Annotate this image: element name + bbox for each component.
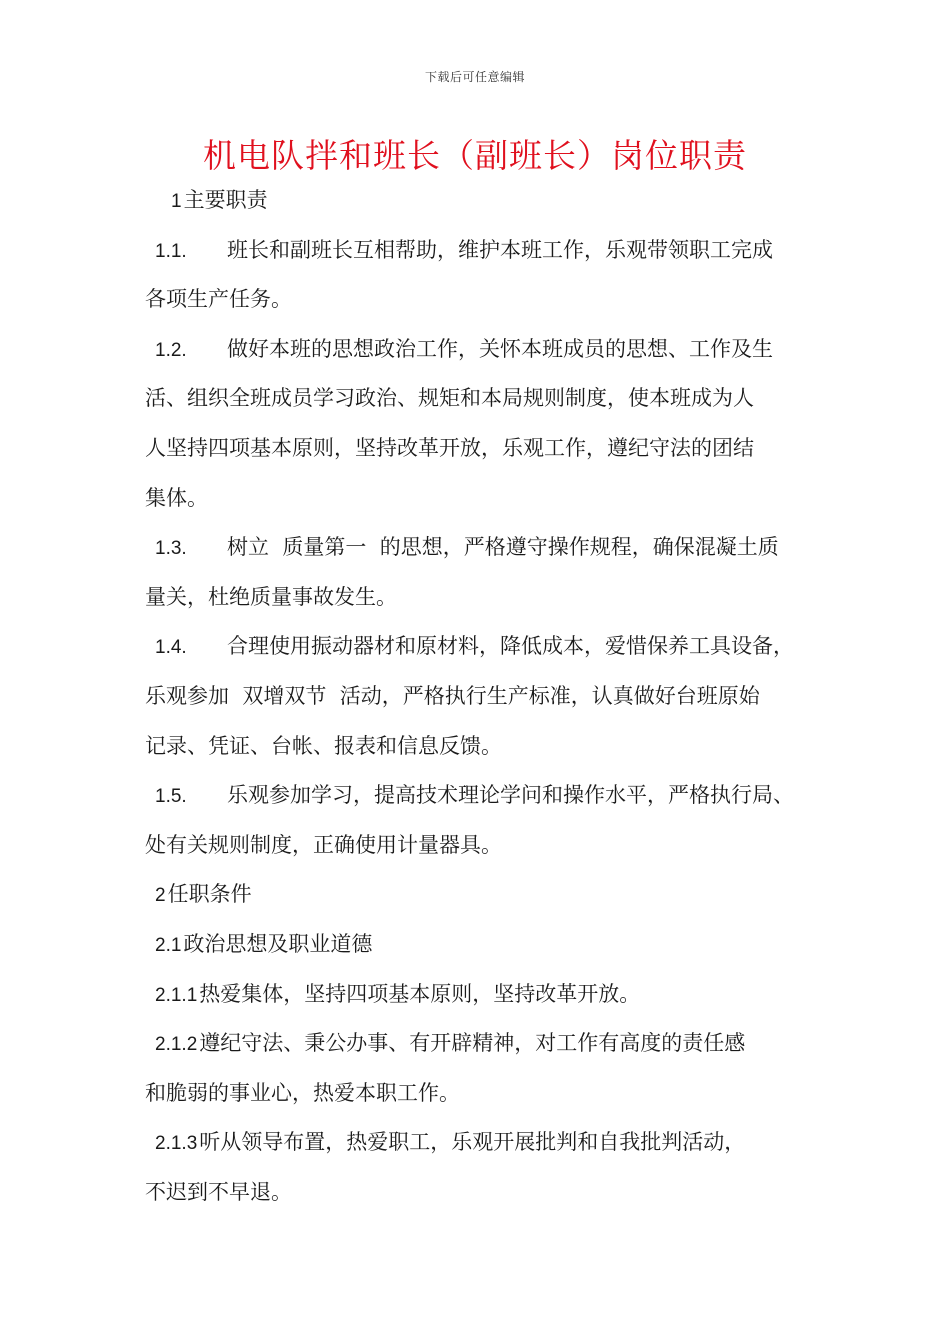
item-text: 班长和副班长互相帮助，维护本班工作，乐观带领职工完成	[227, 237, 773, 262]
item-text: 热爱集体，坚持四项基本原则，坚持改革开放。	[199, 981, 641, 1006]
section-heading	[145, 870, 815, 920]
paragraph-line	[145, 622, 815, 672]
section-title: 政治思想及职业道德	[183, 931, 373, 956]
paragraph-line	[145, 771, 815, 821]
paragraph-line	[145, 325, 815, 375]
section-number: 1	[171, 191, 182, 212]
paragraph-line	[145, 1019, 815, 1069]
item-text: 听从领导布置，热爱职工，乐观开展批判和自我批判活动，	[199, 1130, 746, 1155]
paragraph-line	[145, 523, 815, 573]
paragraph-line: 活、组织全班成员学习政治、规矩和本局规则制度，使本班成为人	[145, 386, 754, 411]
paragraph-line: 集体。	[145, 485, 208, 510]
paragraph-line: 不迟到不早退。	[145, 1179, 292, 1204]
paragraph-line	[145, 1118, 815, 1168]
item-text: 合理使用振动器材和原材料，降低成本，爱惜保养工具设备，	[227, 634, 794, 659]
item-number: 1.5.	[155, 786, 187, 808]
item-text: 乐观参加学习，提高技术理论学问和操作水平，严格执行局、	[227, 783, 794, 808]
item-number: 2.1.3	[155, 1133, 198, 1155]
item-number: 1.1.	[155, 240, 187, 262]
section-heading	[145, 176, 815, 226]
section-number: 2	[155, 885, 166, 907]
section-title: 任职条件	[167, 882, 252, 907]
paragraph-line: 记录、凭证、台帐、报表和信息反馈。	[145, 733, 502, 758]
page-title: 机电队拌和班长（副班长）岗位职责	[203, 136, 747, 175]
item-text: 树立 质量第一 的思想，严格遵守操作规程，确保混凝土质	[227, 535, 779, 560]
paragraph-line: 人坚持四项基本原则，坚持改革开放，乐观工作，遵纪守法的团结	[145, 435, 754, 460]
paragraph-line	[145, 970, 815, 1020]
section-number: 2.1	[155, 934, 182, 956]
paragraph-line: 处有关规则制度，正确使用计量器具。	[145, 832, 502, 857]
section-title: 主要职责	[183, 188, 268, 212]
paragraph-line: 和脆弱的事业心，热爱本职工作。	[145, 1080, 460, 1105]
item-text: 遵纪守法、秉公办事、有开辟精神，对工作有高度的责任感	[199, 1031, 746, 1056]
paragraph-line: 量关，杜绝质量事故发生。	[145, 584, 397, 609]
item-text: 做好本班的思想政治工作，关怀本班成员的思想、工作及生	[227, 336, 773, 361]
paragraph-line: 乐观参加 双增双节 活动，严格执行生产标准，认真做好台班原始	[145, 683, 760, 708]
subsection-heading	[145, 920, 815, 970]
document-body	[145, 176, 815, 1217]
paragraph-line: 各项生产任务。	[145, 287, 292, 312]
item-number: 1.4.	[155, 637, 187, 659]
header-note: 下载后可任意编辑	[424, 70, 525, 84]
item-number: 1.3.	[155, 538, 187, 560]
paragraph-line	[145, 226, 815, 276]
item-number: 2.1.1	[155, 984, 198, 1006]
item-number: 1.2.	[155, 339, 187, 361]
item-number: 2.1.2	[155, 1034, 198, 1056]
